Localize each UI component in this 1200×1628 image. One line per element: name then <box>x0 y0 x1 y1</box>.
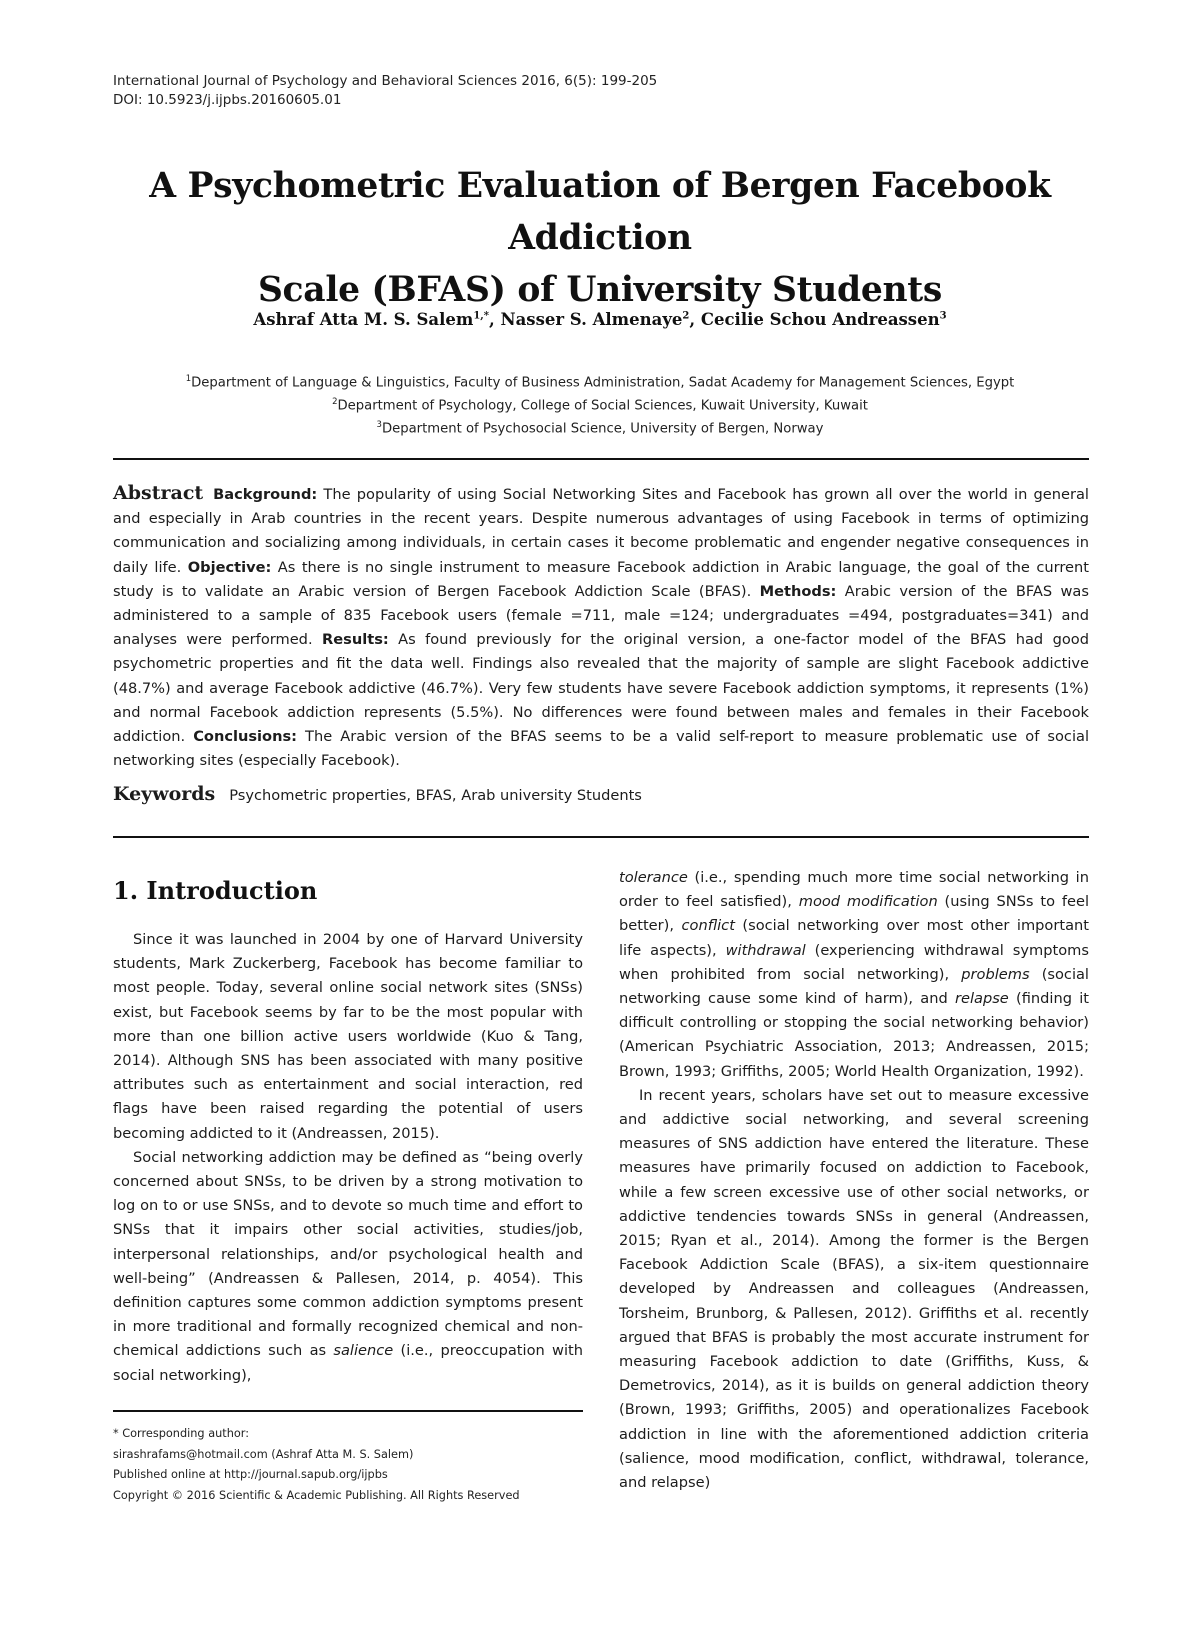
keywords <box>113 783 1089 805</box>
footnote-email: sirashrafams@hotmail.com (Ashraf Atta M. S. Salem) <box>113 1447 414 1461</box>
affiliation-1: $^1$Department of Language & Linguistics, Faculty of Business Administration, Sadat Academy for Management Sciences, Egypt <box>185 374 1015 391</box>
abstract <box>113 481 1089 773</box>
title-line-2: Scale (BFAS) of University Students <box>257 270 943 310</box>
conclusions-text: The Arabic version of the BFAS seems to be a valid self-report to measure problematic use of social networking sites (especially Facebook). <box>113 728 1090 770</box>
footnote-copyright: Copyright © 2016 Scientific & Academic Publishing. All Rights Reserved <box>113 1488 520 1502</box>
conclusions-label: Conclusions: <box>193 728 297 746</box>
journal-citation: International Journal of Psychology and Behavioral Sciences 2016, 6(5): 199-205 <box>113 73 658 89</box>
paper-title <box>100 160 1100 316</box>
author-3: Cecilie Schou Andreassen <box>700 310 940 329</box>
abstract-label: Abstract <box>113 482 204 504</box>
results-label: Results: <box>322 631 389 649</box>
author-2: Nasser S. Almenaye <box>500 310 683 329</box>
results-text: As found previously for the original version, a one-factor model of the BFAS had good psychometric properties and fit the data well. Findings also revealed that the majority of sample are slight Facebook addictive (48.7%) and average Facebook addictive (46.7%). Very few students have severe Facebook addiction symptoms, it represents (1%) and normal Facebook addiction represents (5.5%). No differences were found between males and females in their Facebook addiction. <box>113 631 1089 746</box>
title-line-1: A Psychometric Evaluation of Bergen Facebook Addiction <box>149 166 1051 258</box>
keywords-text: Psychometric properties, BFAS, Arab university Students <box>229 787 642 804</box>
intro-paragraph-1: Since it was launched in 2004 by one of Harvard University students, Mark Zuckerberg, Facebook has become familiar to most people. Today, several online social network sites (SNSs) exist, but Facebook seems by far to be the most popular with more than one billion active users worldwide (Kuo & Tang, 2014). Although SNS has been associated with many positive attributes such as entertainment and social interaction, red flags have been raised regarding the potential of users becoming addicted to it (Andreassen, 2015). <box>113 931 583 1142</box>
journal-header <box>113 72 657 110</box>
doi: DOI: 10.5923/j.ijpbs.20160605.01 <box>113 92 342 108</box>
affiliations <box>100 370 1100 439</box>
affiliation-2: $^2$Department of Psychology, College of Social Sciences, Kuwait University, Kuwait <box>332 396 868 414</box>
left-column <box>113 928 583 1388</box>
author-1: Ashraf Atta M. S. Salem <box>253 310 474 329</box>
author-1-affil: 1,* <box>473 310 489 322</box>
background-label: Background: <box>213 486 318 503</box>
background-text: The popularity of using Social Networking Sites and Facebook has grown all over the world in general and especially in Arab countries in the recent years. Despite numerous advantages of using Facebook in terms of optimizing communication and socializing among individuals, in certain cases it become problematic and engender negative consequences in daily life. <box>113 486 1089 576</box>
footnotes <box>113 1424 613 1506</box>
footnote-published: Published online at http://journal.sapub.org/ijpbs <box>113 1468 388 1481</box>
right-column <box>619 866 1089 1495</box>
intro-paragraph-2: Social networking addiction may be defined as “being overly concerned about SNSs, to be driven by a strong motivation to log on to or use SNSs, and to devote so much time and effort to SNSs that it impairs other social activities, studies/job, interpersonal relationships, and/or psychological health and well-being” (Andreassen & Pallesen, 2014, p. 4054). This definition captures some common addiction symptoms present in more traditional and formally recognized chemical and non-chemical addictions such as salience (i.e., preoccupation with social networking), <box>113 1148 583 1384</box>
objective-label: Objective: <box>187 558 272 576</box>
author-list: Ashraf Atta M. S. Salem$^{1,*}$, Nasser S. Almenaye$^2$, Cecilie Schou Andreassen$^3$ <box>253 310 947 329</box>
right-paragraph-2: In recent years, scholars have set out to measure excessive and addictive social networking, and several screening measures of SNS addiction have entered the literature. These measures have primarily focused on addiction to Facebook, while a few screen excessive use of other social networks, or addictive tendencies towards SNSs in general (Andreassen, 2015; Ryan et al., 2014). Among the former is the Bergen Facebook Addiction Scale (BFAS), a six-item questionnaire developed by Andreassen and colleagues (Andreassen, Torsheim, Brunborg, & Pallesen, 2012). Griffiths et al. recently argued that BFAS is probably the most accurate instrument for measuring Facebook addiction to date (Griffiths, Kuss, & Demetrovics, 2014), as it is builds on general addiction theory (Brown, 1993; Griffiths, 2005) and operationalizes Facebook addiction in line with the aforementioned addiction criteria (salience, mood modification, conflict, withdrawal, tolerance, and relapse) <box>619 1086 1089 1492</box>
author-2-affil: 2 <box>682 310 690 322</box>
footnote-corresponding: * Corresponding author: <box>113 1427 250 1440</box>
objective-text: As there is no single instrument to measure Facebook addiction in Arabic language, the goal of the current study is to validate an Arabic version of Bergen Facebook Addiction Scale (BFAS). <box>113 558 1089 600</box>
footnote-divider <box>113 1410 583 1412</box>
methods-label: Methods: <box>759 582 837 600</box>
affiliation-3: $^3$Department of Psychosocial Science, University of Bergen, Norway <box>376 419 824 437</box>
divider-bottom <box>113 836 1089 838</box>
divider-top <box>113 458 1089 460</box>
section-heading-introduction: 1. Introduction <box>113 876 318 905</box>
criteria-paragraph: tolerance (i.e., spending much more time social networking in order to feel satisfied), mood modification (using SNSs to feel better), conflict (social networking over most other important life aspects), withdrawal (experiencing withdrawal symptoms when prohibited from social networking), problems (social networking cause some kind of harm), and relapse (finding it difficult controlling or stopping the social networking behavior) (American Psychiatric Association, 2013; Andreassen, 2015; Brown, 1993; Griffiths, 2005; World Health Organization, 1992). <box>619 869 1090 1080</box>
author-3-affil: 3 <box>939 310 947 322</box>
methods-text: Arabic version of the BFAS was administered to a sample of 835 Facebook users (female =711, male =124; undergraduates =494, postgraduates=341) and analyses were performed. <box>113 582 1089 649</box>
keywords-label: Keywords <box>113 783 216 805</box>
